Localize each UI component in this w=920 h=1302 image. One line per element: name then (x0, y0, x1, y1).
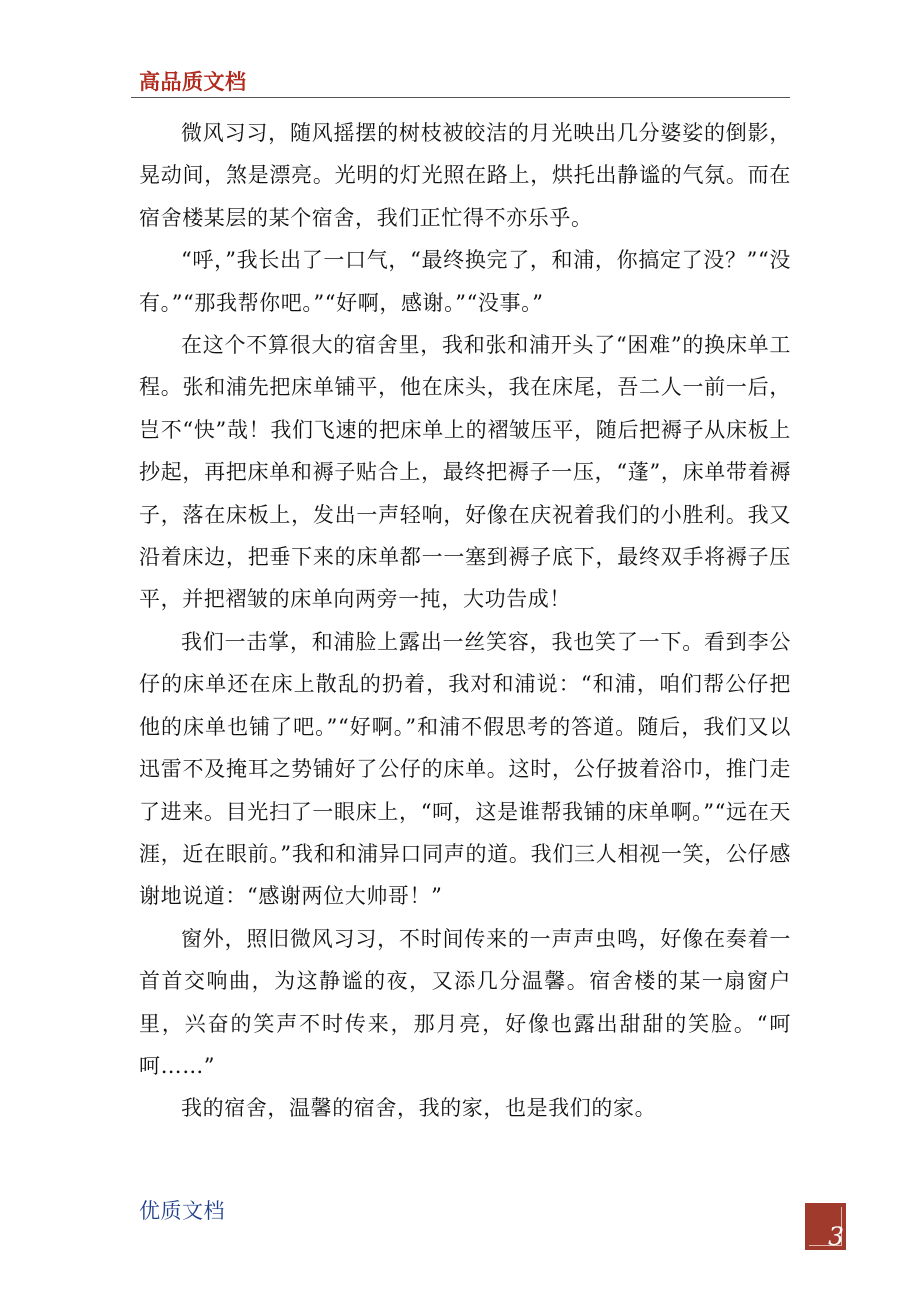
article-body (139, 112, 791, 1130)
paragraph-6: 我的宿舍，温馨的宿舍，我的家，也是我们的家。 (181, 1096, 657, 1121)
header-divider (131, 97, 790, 98)
paragraph-4: 我们一击掌，和浦脸上露出一丝笑容，我也笑了一下。看到李公仔的床单还在床上散乱的扔着，我对和浦说：“和浦，咱们帮公仔把他的床单也铺了吧。”“好啊。”和浦不假思考的答道。随后，我们又以迅雷不及掩耳之势铺好了公仔的床单。这时，公仔披着浴巾，推门走了进来。目光扫了一眼床上，“呵，这是谁帮我铺的床单啊。”“远在天涯，近在眼前。”我和和浦异口同声的道。我们三人相视一笑，公仔感谢地说道：“感谢两位大帅哥！” (139, 629, 791, 909)
paragraph-5: 窗外，照旧微风习习，不时间传来的一声声虫鸣，好像在奏着一首首交响曲，为这静谧的夜，又添几分温馨。宿舍楼的某一扇窗户里，兴奋的笑声不时传来，那月亮，好像也露出甜甜的笑脸。“呵呵……” (139, 926, 791, 1078)
footer-title: 优质文档 (139, 1199, 225, 1223)
header-title: 高品质文档 (139, 70, 247, 94)
paragraph-3: 在这个不算很大的宿舍里，我和张和浦开头了“困难”的换床单工程。张和浦先把床单铺平，他在床头，我在床尾，吾二人一前一后，岂不“快”哉！我们飞速的把床单上的褶皱压平，随后把褥子从床板上抄起，再把床单和褥子贴合上，最终把褥子一压，“蓬”，床单带着褥子，落在床板上，发出一声轻响，好像在庆祝着我们的小胜利。我又沿着床边，把垂下来的床单都一一塞到褥子底下，最终双手将褥子压平，并把褶皱的床单向两旁一扽，大功告成！ (139, 333, 791, 612)
page-number: 3 (828, 1222, 844, 1251)
paragraph-1: 微风习习，随风摇摆的树枝被皎洁的月光映出几分婆娑的倒影，晃动间，煞是漂亮。光明的灯光照在路上，烘托出静谧的气氛。而在宿舍楼某层的某个宿舍，我们正忙得不亦乐乎。 (139, 121, 791, 230)
paragraph-2: “呼，”我长出了一口气，“最终换完了，和浦，你搞定了没？”“没有。”“那我帮你吧。”“好啊，感谢。”“没事。” (139, 248, 791, 315)
page-number-badge (805, 1203, 846, 1250)
